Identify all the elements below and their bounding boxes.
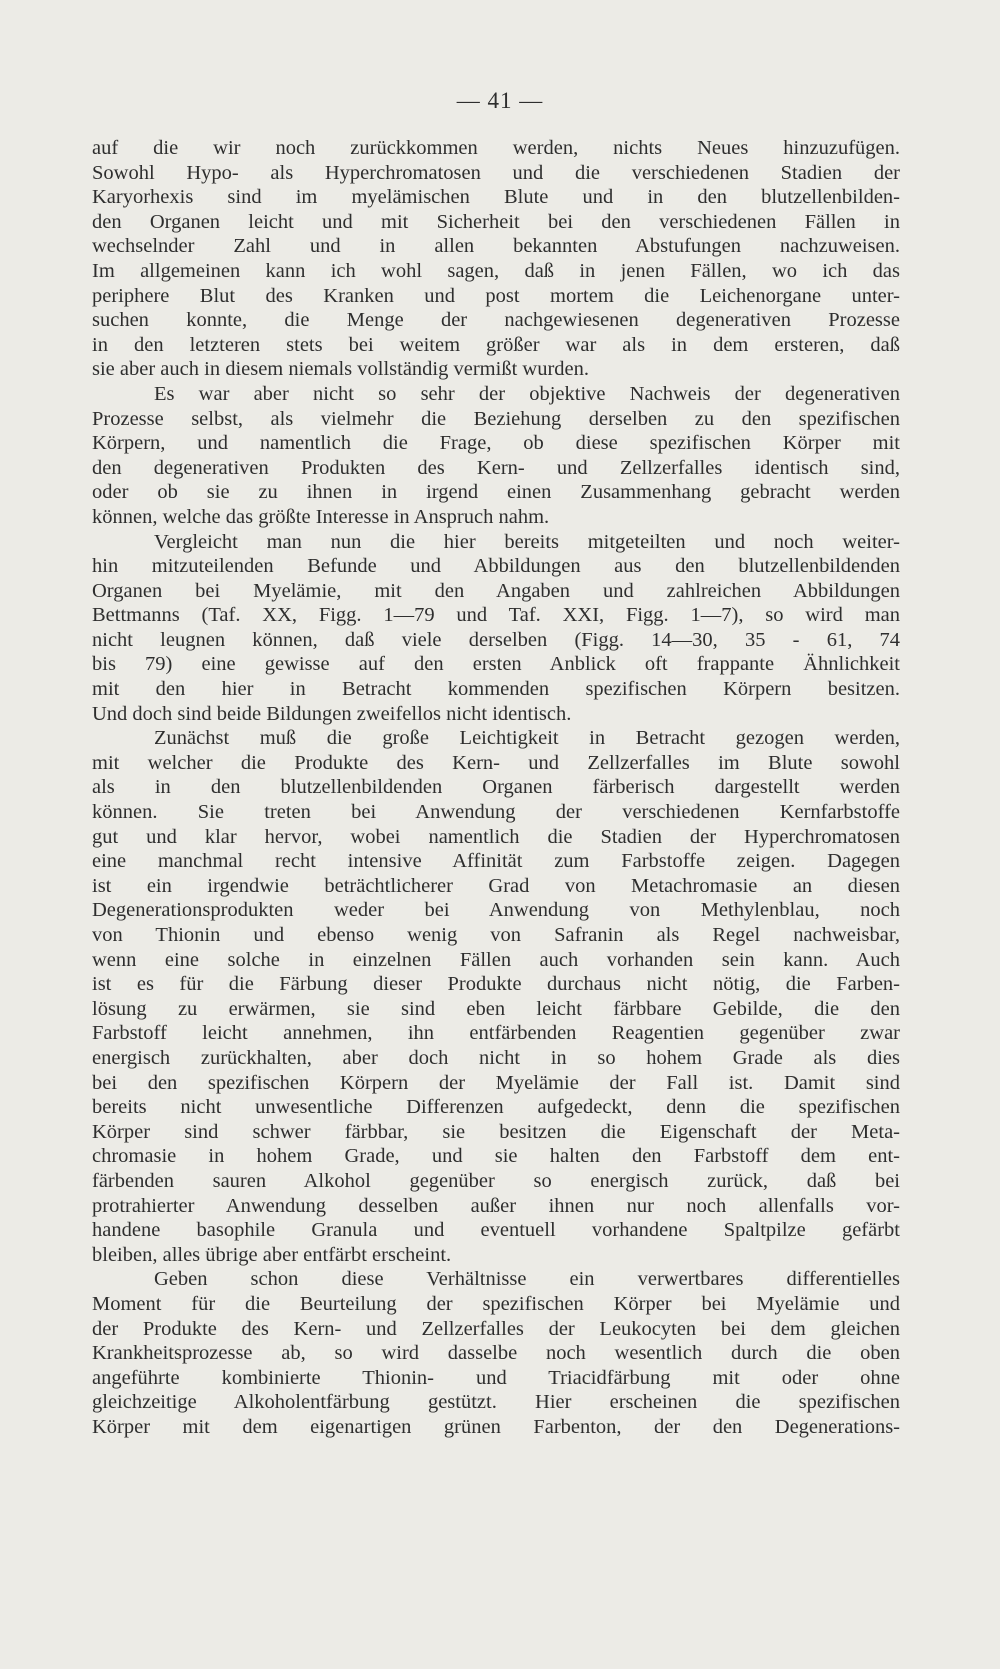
text-line: Karyorhexis sind im myelämischen Blute und in den blutzellenbilden-	[92, 186, 900, 209]
body-text	[92, 136, 900, 1439]
text-line: suchen konnte, die Menge der nachgewiesenen degenerativen Prozesse	[92, 309, 900, 332]
text-line: bis 79) eine gewisse auf den ersten Anblick oft frappante Ähnlichkeit	[92, 653, 900, 676]
text-line: in den letzteren stets bei weitem größer war als in dem ersteren, daß	[92, 333, 900, 356]
text-line: angeführte kombinierte Thionin- und Triacidfärbung mit oder ohne	[92, 1366, 900, 1389]
text-line: handene basophile Granula und eventuell vorhandene Spaltpilze gefärbt	[92, 1219, 900, 1242]
text-line: mit den hier in Betracht kommenden spezifischen Körpern besitzen.	[92, 678, 900, 701]
text-line: ist ein irgendwie beträchtlicherer Grad von Metachromasie an diesen	[92, 874, 900, 897]
text-line: nicht leugnen können, daß viele derselben (Figg. 14—30, 35 - 61, 74	[92, 628, 900, 651]
text-line: Körper sind schwer färbbar, sie besitzen die Eigenschaft der Meta-	[92, 1120, 900, 1143]
text-line: Vergleicht man nun die hier bereits mitgeteilten und noch weiter-	[154, 530, 900, 553]
text-line: sie aber auch in diesem niemals vollständig vermißt wurden.	[92, 358, 589, 381]
text-line: färbenden sauren Alkohol gegenüber so energisch zurück, daß bei	[92, 1169, 900, 1192]
text-line: Farbstoff leicht annehmen, ihn entfärbenden Reagentien gegenüber zwar	[92, 1022, 900, 1045]
text-line: Und doch sind beide Bildungen zweifellos nicht identisch.	[92, 702, 572, 725]
text-line: der Produkte des Kern- und Zellzerfalles der Leukocyten bei dem gleichen	[92, 1317, 900, 1340]
text-line: lösung zu erwärmen, sie sind eben leicht färbbare Gebilde, die den	[92, 997, 900, 1020]
text-line: den Organen leicht und mit Sicherheit bei den verschiedenen Fällen in	[92, 210, 900, 233]
text-line: wechselnder Zahl und in allen bekannten Abstufungen nachzuweisen.	[92, 235, 900, 258]
page-number: — 41 —	[456, 88, 544, 113]
text-line: hin mitzuteilenden Befunde und Abbildungen aus den blutzellenbildenden	[92, 555, 900, 578]
text-line: Körpern, und namentlich die Frage, ob diese spezifischen Körper mit	[92, 432, 900, 455]
text-line: protrahierter Anwendung desselben außer ihnen nur noch allenfalls vor-	[92, 1194, 900, 1217]
text-line: Bettmanns (Taf. XX, Figg. 1—79 und Taf. XXI, Figg. 1—7), so wird man	[92, 604, 900, 627]
text-line: mit welcher die Produkte des Kern- und Zellzerfalles im Blute sowohl	[92, 751, 900, 774]
text-line: Moment für die Beurteilung der spezifischen Körper bei Myelämie und	[92, 1292, 900, 1315]
text-line: bleiben, alles übrige aber entfärbt erscheint.	[92, 1243, 452, 1266]
text-line: energisch zurückhalten, aber doch nicht in so hohem Grade als dies	[92, 1046, 900, 1069]
text-line: Körper mit dem eigenartigen grünen Farbenton, der den Degenerations-	[92, 1415, 900, 1438]
text-line: Degenerationsprodukten weder bei Anwendung von Methylenblau, noch	[92, 899, 900, 922]
text-line: von Thionin und ebenso wenig von Safranin als Regel nachweisbar,	[92, 924, 900, 946]
text-line: Zunächst muß die große Leichtigkeit in Betracht gezogen werden,	[154, 727, 900, 750]
text-line: Geben schon diese Verhältnisse ein verwertbares differentielles	[154, 1268, 900, 1291]
text-line: als in den blutzellenbildenden Organen färberisch dargestellt werden	[92, 776, 900, 799]
text-line: auf die wir noch zurückkommen werden, nichts Neues hinzuzufügen.	[92, 137, 900, 159]
text-line: bereits nicht unwesentliche Differenzen aufgedeckt, denn die spezifischen	[92, 1096, 900, 1119]
text-line: gleichzeitige Alkoholentfärbung gestützt. Hier erscheinen die spezifischen	[92, 1391, 900, 1414]
text-line: bei den spezifischen Körpern der Myelämie der Fall ist. Damit sind	[92, 1071, 900, 1094]
text-line: Krankheitsprozesse ab, so wird dasselbe noch wesentlich durch die oben	[92, 1342, 900, 1365]
text-line: oder ob sie zu ihnen in irgend einen Zusammenhang gebracht werden	[92, 481, 900, 504]
text-line: gut und klar hervor, wobei namentlich die Stadien der Hyperchromatosen	[92, 825, 900, 848]
text-line: Es war aber nicht so sehr der objektive Nachweis der degenerativen	[154, 382, 900, 405]
text-line: ist es für die Färbung dieser Produkte durchaus nicht nötig, die Farben-	[92, 973, 900, 996]
text-line: Im allgemeinen kann ich wohl sagen, daß in jenen Fällen, wo ich das	[92, 259, 900, 282]
text-line: periphere Blut des Kranken und post mortem die Leichenorgane unter-	[92, 284, 900, 307]
text-line: den degenerativen Produkten des Kern- und Zellzerfalles identisch sind,	[92, 456, 900, 479]
text-line: eine manchmal recht intensive Affinität zum Farbstoffe zeigen. Dagegen	[92, 850, 900, 873]
text-line: chromasie in hohem Grade, und sie halten den Farbstoff dem ent-	[92, 1145, 900, 1168]
text-line: Organen bei Myelämie, mit den Angaben und zahlreichen Abbildungen	[92, 579, 900, 602]
text-line: wenn eine solche in einzelnen Fällen auch vorhanden sein kann. Auch	[92, 948, 900, 971]
text-line: können, welche das größte Interesse in Anspruch nahm.	[92, 505, 550, 528]
text-line: Prozesse selbst, als vielmehr die Beziehung derselben zu den spezifischen	[92, 407, 900, 430]
text-line: Sowohl Hypo- als Hyperchromatosen und die verschiedenen Stadien der	[92, 161, 900, 184]
text-line: können. Sie treten bei Anwendung der verschiedenen Kernfarbstoffe	[92, 801, 900, 824]
